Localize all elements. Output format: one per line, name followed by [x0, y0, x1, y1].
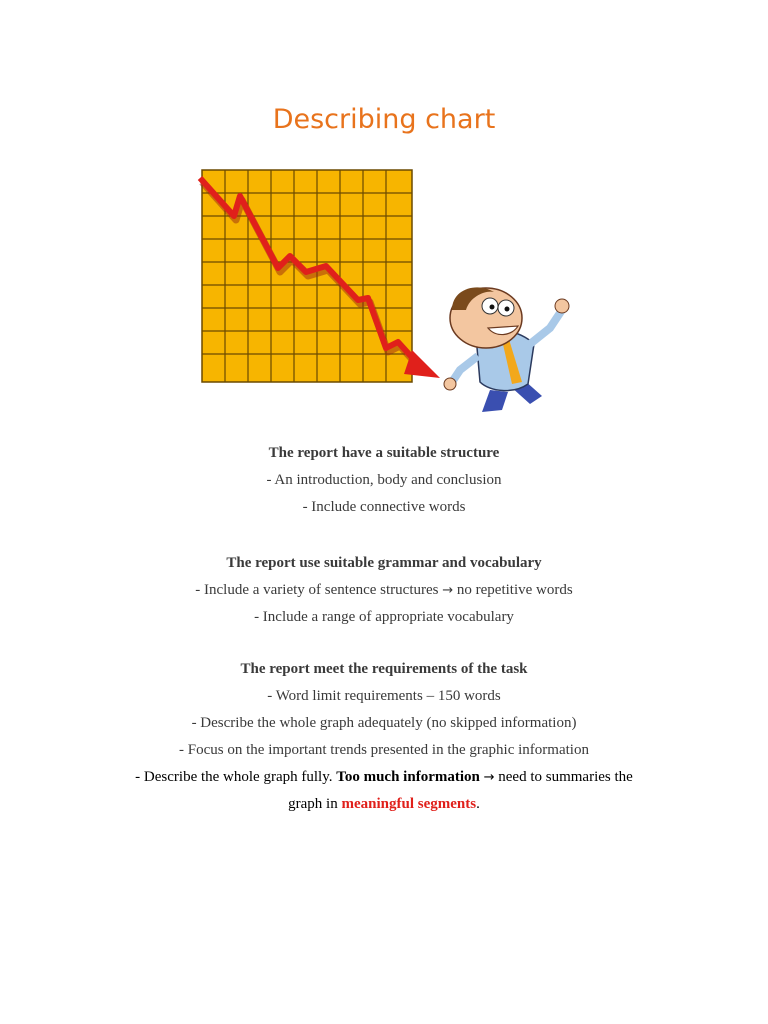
item-text: . [476, 796, 480, 812]
falling-chart-illustration [190, 160, 580, 420]
page-title: Describing chart [272, 104, 496, 135]
item-text: need to summaries the [498, 769, 633, 785]
list-item: - Describe the whole graph adequately (no skipped information) [191, 715, 577, 731]
section-heading: The report meet the requirements of the task [240, 661, 528, 677]
list-item-continued [0, 791, 768, 818]
list-item: - Word limit requirements – 150 words [267, 688, 501, 704]
section-grammar [0, 550, 768, 631]
section-requirements [0, 656, 768, 818]
item-text: graph in [288, 796, 338, 812]
list-item: - Include a range of appropriate vocabulary [254, 609, 514, 625]
list-item: - Focus on the important trends presented in the graphic information [179, 742, 589, 758]
list-item [0, 764, 768, 791]
list-item: - An introduction, body and conclusion [266, 472, 502, 488]
highlight-text: meaningful segments [341, 796, 477, 812]
section-heading: The report have a suitable structure [268, 445, 500, 461]
section-structure [0, 440, 768, 521]
emphasis-text: Too much information [336, 769, 480, 785]
list-item: - Include connective words [302, 499, 466, 515]
section-heading: The report use suitable grammar and vocabulary [226, 555, 542, 571]
list-item [0, 577, 768, 604]
arrow-icon: → [483, 770, 495, 785]
running-man-icon [444, 287, 569, 412]
item-text: - Describe the whole graph fully. [135, 769, 333, 785]
arrow-icon: → [442, 583, 454, 598]
item-text: - Include a variety of sentence structures [195, 582, 439, 598]
item-text: no repetitive words [456, 582, 573, 598]
